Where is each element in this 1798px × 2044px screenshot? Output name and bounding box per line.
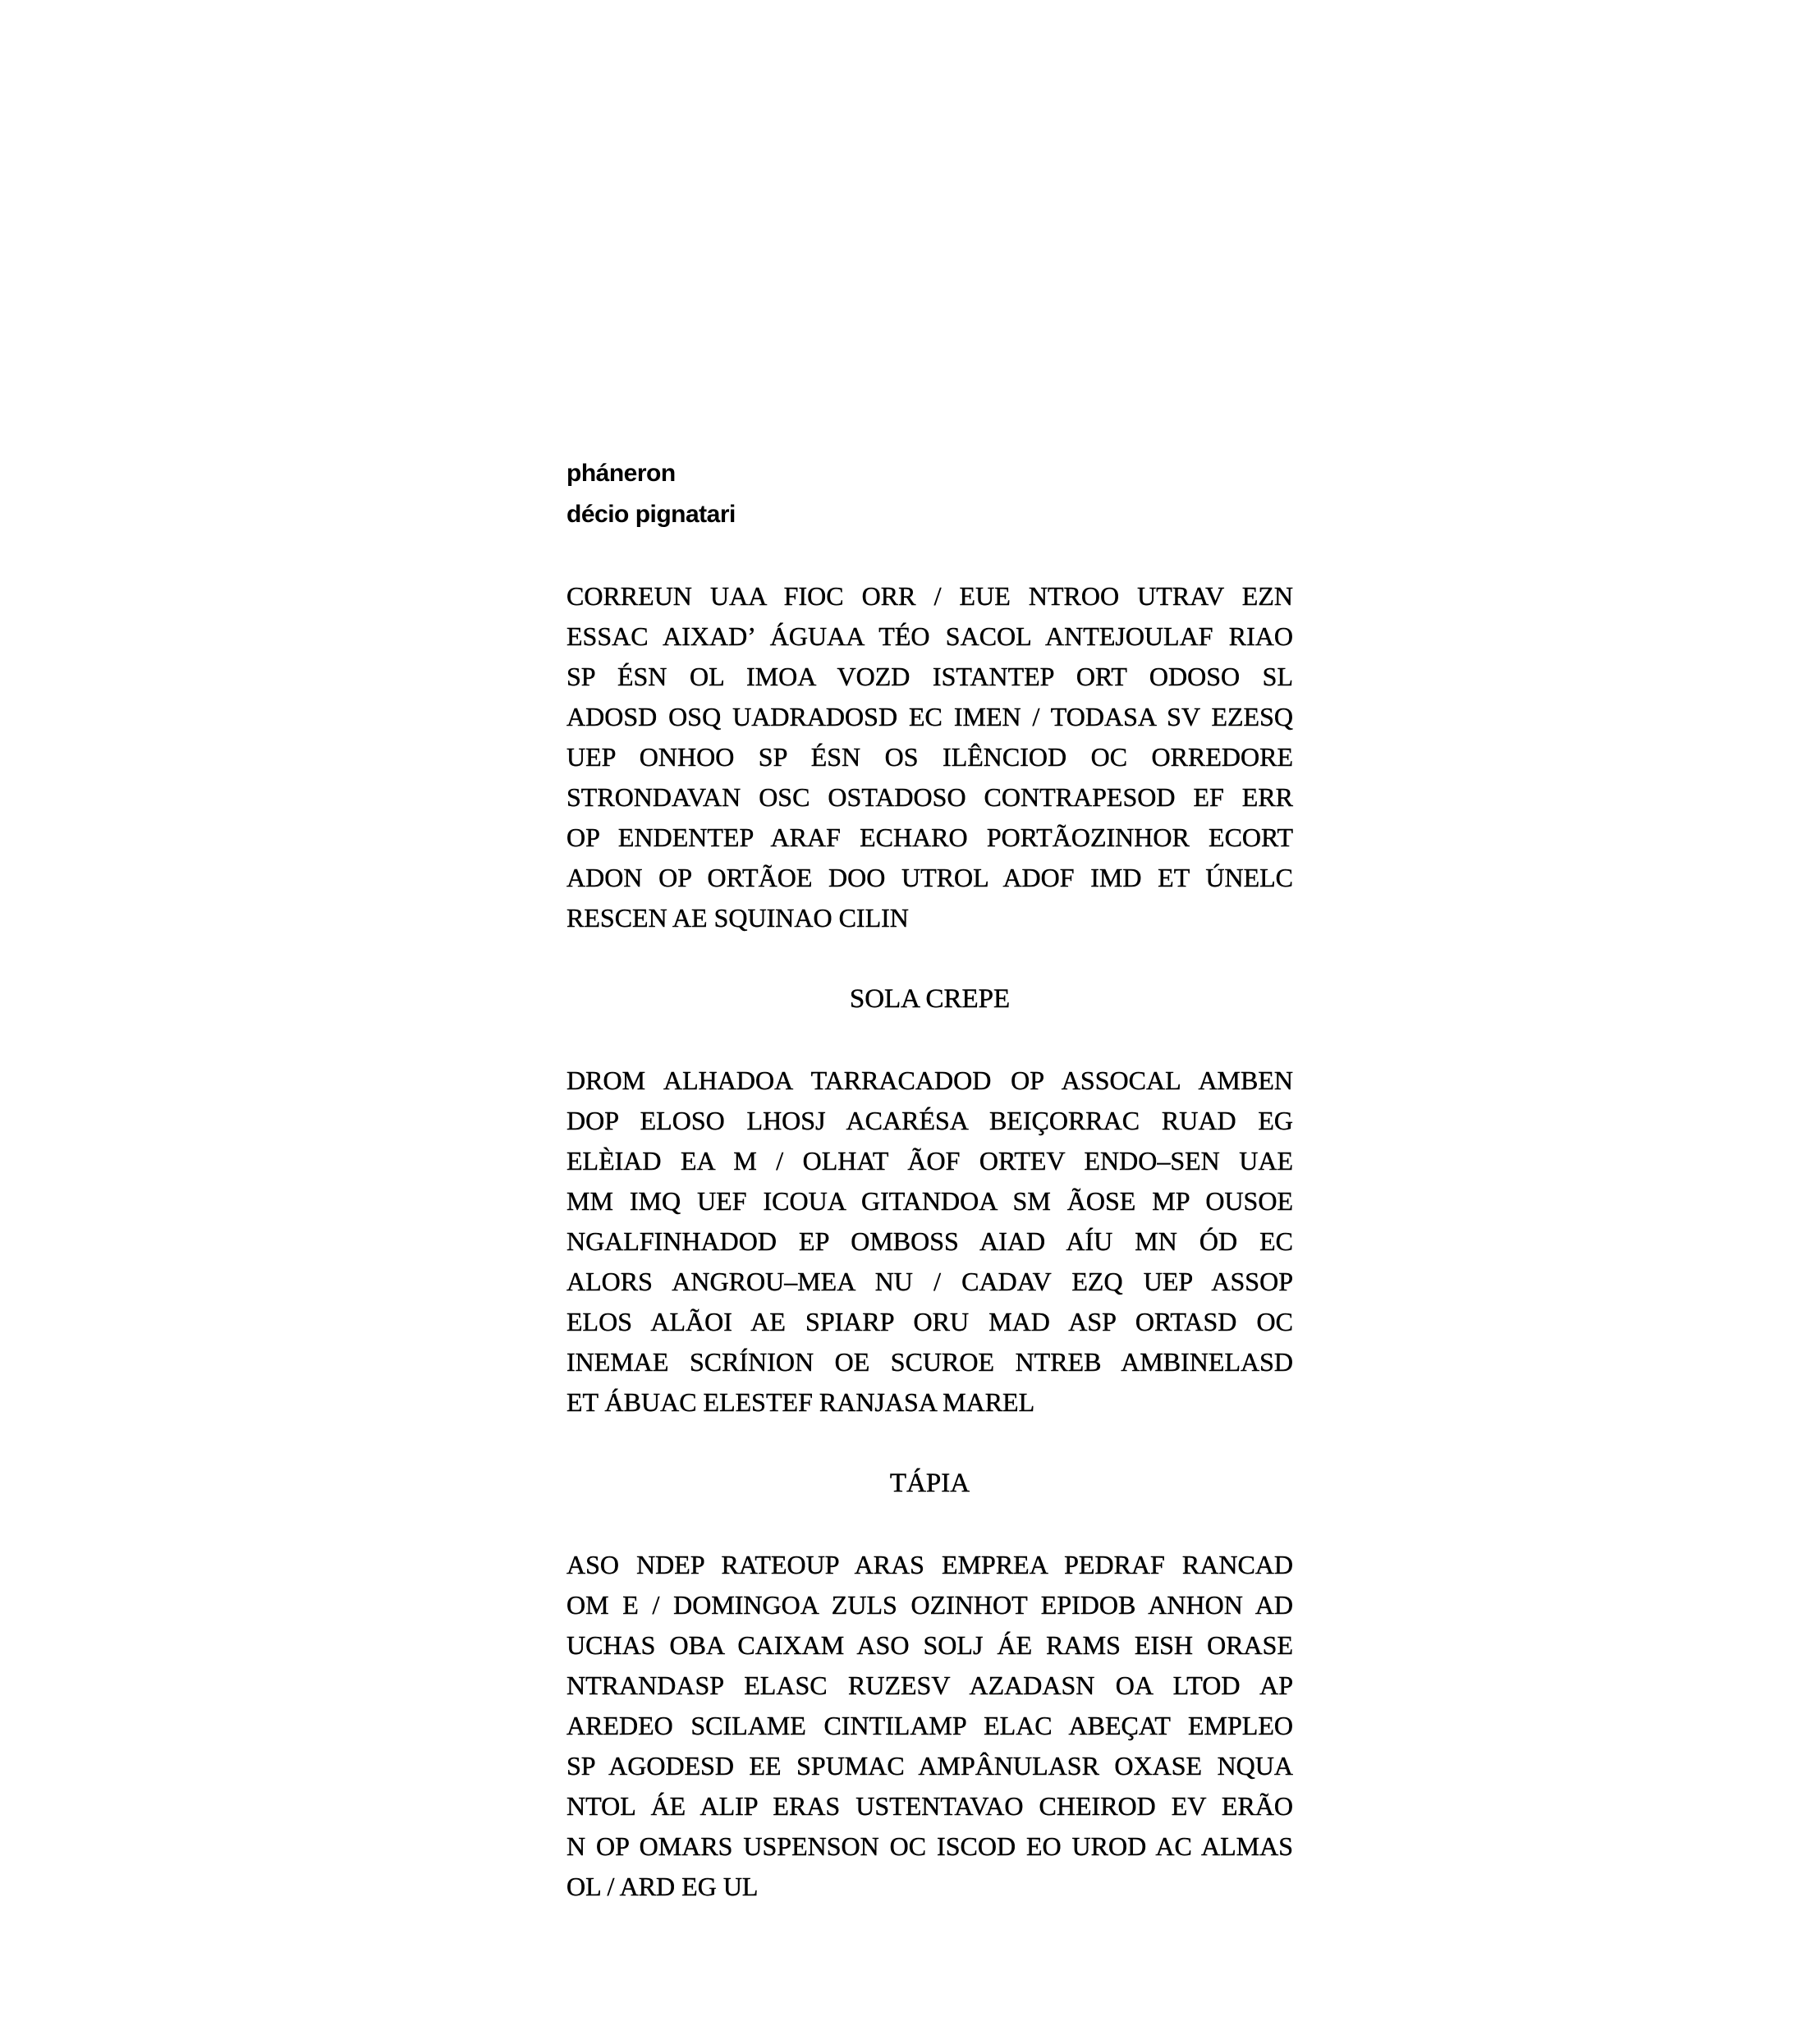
poem-line: AREDEO SCILAME CINTILAMP ELAC ABEÇAT EMPLEO — [566, 1711, 1293, 1740]
poem-line: SP ÉSN OL IMOA VOZD ISTANTEP ORT ODOSO SL — [566, 662, 1293, 691]
book-title: pháneron — [566, 460, 676, 487]
poem-line: ALORS ANGROU–MEA NU / CADAV EZQ UEP ASSOP — [566, 1267, 1293, 1296]
stanza — [566, 1545, 1293, 1907]
stanza — [566, 576, 1293, 938]
poem-line: RESCEN AE SQUINAO CILIN — [566, 903, 909, 933]
poem-body — [566, 576, 1293, 1907]
poem-line: INEMAE SCRÍNION OE SCUROE NTREB AMBINELASD — [566, 1347, 1293, 1377]
poem-line: ELÈIAD EA M / OLHAT ÃOF ORTEV ENDO–SEN UAE — [566, 1146, 1293, 1176]
author-name: décio pignatari — [566, 501, 736, 528]
poem-line: STRONDAVAN OSC OSTADOSO CONTRAPESOD EF ERR — [566, 782, 1293, 812]
poem-line: N OP OMARS USPENSON OC ISCOD EO UROD AC ALMAS — [566, 1831, 1293, 1861]
poem-line: ET ÁBUAC ELESTEF RANJASA MAREL — [566, 1387, 1035, 1417]
poem-line: ESSAC AIXAD’ ÁGUAA TÉO SACOL ANTEJOULAF RIAO — [566, 621, 1293, 651]
stanza-heading: SOLA CREPE — [849, 984, 1011, 1014]
page-header — [566, 453, 1293, 535]
text-column — [566, 453, 1293, 1907]
poem-line: UEP ONHOO SP ÉSN OS ILÊNCIOD OC ORREDORE — [566, 742, 1293, 772]
poem-line: UCHAS OBA CAIXAM ASO SOLJ ÁE RAMS EISH ORASE — [566, 1630, 1293, 1660]
poem-line: ELOS ALÃOI AE SPIARP ORU MAD ASP ORTASD OC — [566, 1307, 1293, 1336]
poem-line: ASO NDEP RATEOUP ARAS EMPREA PEDRAF RANCAD — [566, 1550, 1293, 1579]
stanza — [566, 1061, 1293, 1423]
poem-line: NTOL ÁE ALIP ERAS USTENTAVAO CHEIROD EV ERÃO — [566, 1791, 1293, 1821]
poem-line: ADON OP ORTÃOE DOO UTROL ADOF IMD ET ÚNELC — [566, 863, 1293, 892]
poem-line: OP ENDENTEP ARAF ECHARO PORTÃOZINHOR ECORT — [566, 823, 1293, 852]
poem-line: NGALFINHADOD EP OMBOSS AIAD AÍU MN ÓD EC — [566, 1226, 1293, 1256]
poem-line: CORREUN UAA FIOC ORR / EUE NTROO UTRAV EZN — [566, 581, 1293, 611]
poem-line: DROM ALHADOA TARRACADOD OP ASSOCAL AMBEN — [566, 1066, 1293, 1095]
poem-line: OL / ARD EG UL — [566, 1872, 759, 1901]
poem-line: SP AGODESD EE SPUMAC AMPÂNULASR OXASE NQUA — [566, 1751, 1293, 1780]
stanza-heading: TÁPIA — [889, 1469, 970, 1498]
poem-line: DOP ELOSO LHOSJ ACARÉSA BEIÇORRAC RUAD EG — [566, 1106, 1293, 1135]
poem-line: ADOSD OSQ UADRADOSD EC IMEN / TODASA SV EZESQ — [566, 702, 1293, 731]
poem-line: OM E / DOMINGOA ZULS OZINHOT EPIDOB ANHON AD — [566, 1590, 1293, 1620]
poem-line: MM IMQ UEF ICOUA GITANDOA SM ÃOSE MP OUSOE — [566, 1186, 1293, 1216]
poem-line: NTRANDASP ELASC RUZESV AZADASN OA LTOD AP — [566, 1670, 1293, 1700]
